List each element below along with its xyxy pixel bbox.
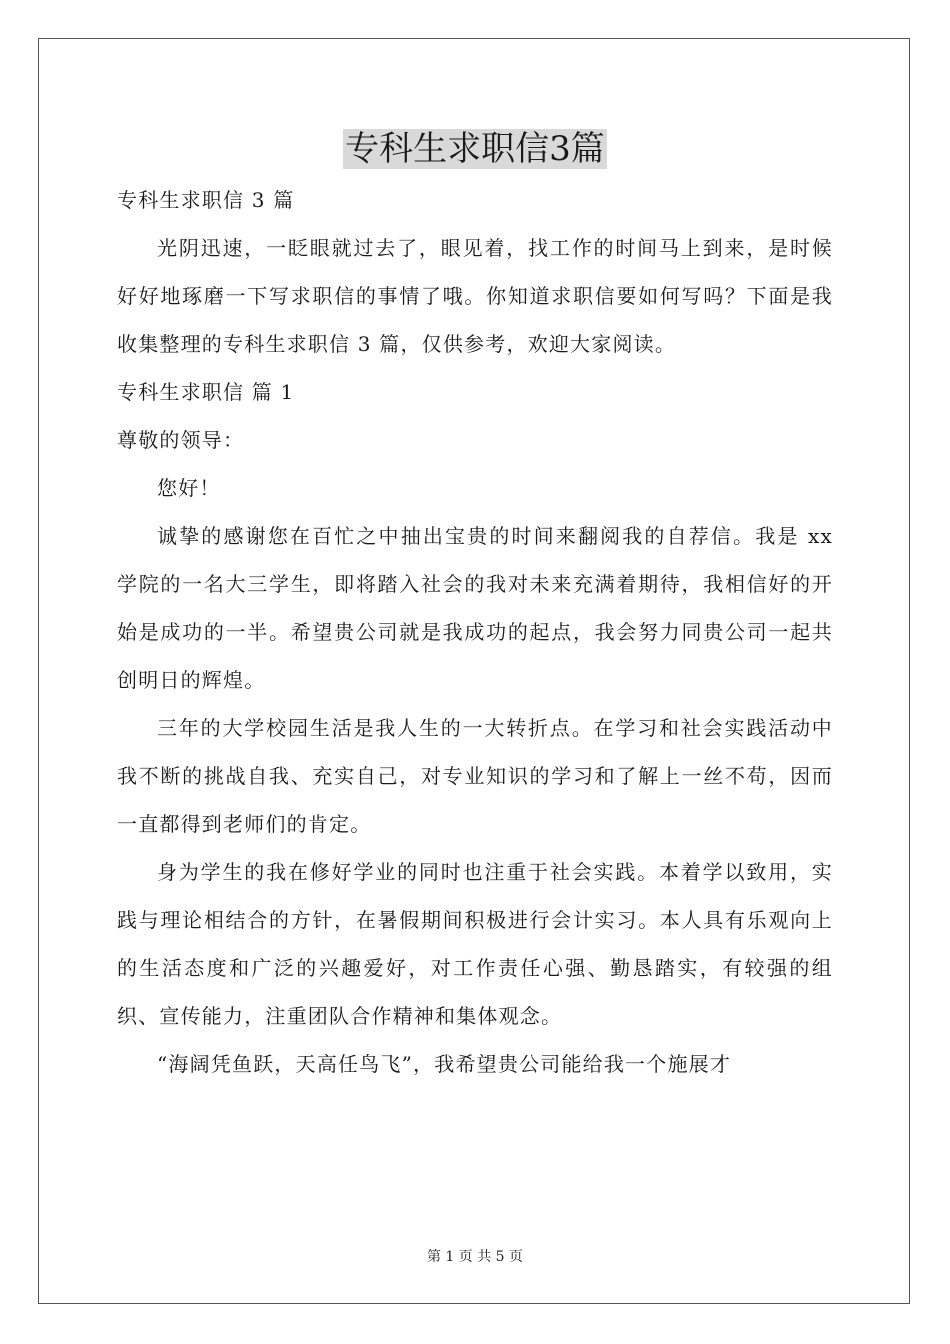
intro-paragraph: 光阴迅速，一眨眼就过去了，眼见着，找工作的时间马上到来，是时候好好地琢磨一下写求职信的事情了哦。你知道求职信要如何写吗？下面是我收集整理的专科生求职信 3 篇，仅供参考，欢迎大家阅读。	[117, 236, 833, 356]
greeting: 您好！	[157, 476, 221, 500]
body-paragraph: “海阔凭鱼跃，天高任鸟飞”，我希望贵公司能给我一个施展才	[157, 1052, 732, 1076]
document-title	[0, 126, 950, 172]
document-title-text: 专科生求职信3篇	[345, 129, 605, 169]
body-paragraph: 诚挚的感谢您在百忙之中抽出宝贵的时间来翻阅我的自荐信。我是 xx 学院的一名大三学生，即将踏入社会的我对未来充满着期待，我相信好的开始是成功的一半。希望贵公司就是我成功的起点，我会努力同贵公司一起共创明日的辉煌。	[117, 524, 833, 692]
page-footer: 第 1 页 共 5 页	[426, 1249, 524, 1265]
body-paragraph: 身为学生的我在修好学业的同时也注重于社会实践。本着学以致用，实践与理论相结合的方针，在暑假期间积极进行会计实习。本人具有乐观向上的生活态度和广泛的兴趣爱好，对工作责任心强、勤恳踏实，有较强的组织、宣传能力，注重团队合作精神和集体观念。	[117, 860, 833, 1028]
section-heading: 专科生求职信 篇 1	[117, 380, 295, 404]
document-body	[117, 176, 833, 1088]
document-subtitle: 专科生求职信 3 篇	[117, 188, 295, 212]
body-paragraph: 三年的大学校园生活是我人生的一大转折点。在学习和社会实践活动中我不断的挑战自我、充实自己，对专业知识的学习和了解上一丝不苟，因而一直都得到老师们的肯定。	[117, 716, 833, 836]
salutation: 尊敬的领导：	[117, 428, 245, 452]
